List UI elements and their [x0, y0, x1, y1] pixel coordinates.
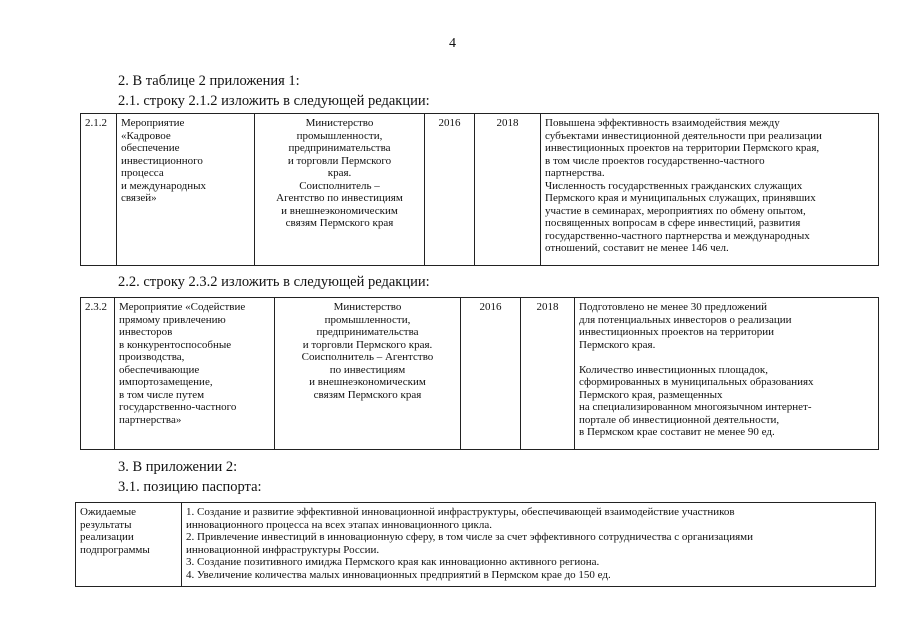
text-line: связей» [121, 192, 157, 204]
text-line: края. [327, 167, 352, 179]
section-3-heading: 3. В приложении 2: [118, 459, 238, 475]
text-line: подпрограммы [80, 543, 150, 556]
start-year-cell [425, 114, 475, 266]
text-line: в том числе проектов государственно-частного [545, 154, 765, 167]
row-number: 2.3.2 [85, 301, 107, 313]
end-year-cell [475, 114, 541, 266]
section-2-1-heading: 2.1. строку 2.1.2 изложить в следующей редакции: [118, 93, 430, 109]
text-line: предпринимательства [288, 142, 391, 154]
text-line: в конкурентоспособные [119, 338, 232, 351]
text-line: инновационной инфраструктуры России. [186, 543, 380, 556]
text-line: Пермского края. [579, 338, 656, 351]
text-line: Мероприятие «Содействие [119, 301, 246, 313]
text-line: Пермского края и муниципальных служащих, принявших [545, 192, 816, 204]
text-line: промышленности, [324, 313, 411, 326]
executor-cell [275, 298, 461, 450]
text-line: и торговли Пермского [287, 154, 392, 167]
text-line: Повышена эффективность взаимодействия между [545, 117, 780, 129]
text-line: предпринимательства [316, 326, 419, 338]
event-text [121, 117, 250, 205]
text-line: обеспечивающие [119, 363, 200, 376]
passport-result-item [186, 556, 871, 569]
text-line: и внешнеэкономическим [309, 376, 426, 388]
text-line: в Пермском крае составит не менее 90 ед. [579, 426, 775, 438]
text-line: инновационного процесса на всех этапах инновационного цикла. [186, 518, 493, 531]
text-line: связям Пермского края [313, 388, 422, 401]
text-line: государственно-частного партнерства и международных [545, 229, 810, 242]
text-line: инвестиционного [121, 154, 203, 167]
text-line: реализации [80, 531, 134, 543]
end-year: 2018 [496, 117, 519, 129]
end-year: 2018 [536, 301, 559, 313]
executor-cell [255, 114, 425, 266]
text-line: Министерство [305, 117, 374, 129]
text-line: и международных [121, 179, 207, 192]
event-text [119, 301, 270, 426]
section-2-heading: 2. В таблице 2 приложения 1: [118, 73, 300, 89]
text-line: Количество инвестиционных площадок, [579, 363, 769, 376]
section-2-2-heading: 2.2. строку 2.3.2 изложить в следующей редакции: [118, 274, 430, 290]
text-line: государственно-частного [119, 401, 237, 413]
text-line: процесса [121, 167, 164, 179]
executor-text [279, 301, 456, 401]
text-line: прямому привлечению [119, 313, 226, 326]
text-line: партнерства» [119, 413, 182, 426]
start-year: 2016 [479, 301, 502, 313]
executor-text [259, 117, 420, 230]
text-line: портале об инвестиционной деятельности, [579, 413, 780, 426]
text-line: производства, [119, 351, 185, 363]
text-line: Пермского края, размещенных [579, 388, 723, 401]
text-line: участие в семинарах, мероприятиях по обмену опытом, [545, 204, 806, 217]
passport-label-cell [76, 503, 182, 587]
passport-results-list [186, 506, 871, 581]
passport-result-item [186, 569, 871, 582]
text-line: инвестиционных проектов на территории Пермского края, [545, 142, 820, 154]
passport-position-table [75, 502, 876, 587]
text-line: Министерство [333, 301, 402, 313]
start-year-cell [461, 298, 521, 450]
result-cell [541, 114, 879, 266]
passport-result-item [186, 506, 871, 531]
text-line: Соисполнитель – [299, 179, 380, 192]
row-number-cell [81, 298, 115, 450]
start-year: 2016 [438, 117, 461, 129]
text-line: 2. Привлечение инвестиций в инновационную сферу, в том числе за счет эффективного сотрудничества с организациями [186, 531, 753, 543]
text-line: Соисполнитель – Агентство [301, 351, 434, 363]
text-line: Ожидаемые [80, 506, 137, 518]
page-number: 4 [449, 36, 456, 51]
passport-label [80, 506, 177, 556]
passport-results-cell [182, 503, 876, 587]
text-line [579, 351, 874, 364]
text-line: в том числе путем [119, 388, 205, 401]
text-line: 3. Создание позитивного имиджа Пермского края как инновационно активного региона. [186, 556, 600, 568]
table-row-2-3-2 [80, 297, 879, 450]
text-line: на специализированном многоязычном интернет- [579, 401, 812, 413]
text-line: субъектами инвестиционной деятельности при реализации [545, 129, 822, 142]
text-line: промышленности, [296, 129, 383, 142]
text-line: связям Пермского края [285, 217, 394, 229]
text-line: Подготовлено не менее 30 предложений [579, 301, 767, 313]
text-line: 4. Увеличение количества малых инновационных предприятий в Пермском крае до 150 ед. [186, 568, 611, 581]
text-line: результаты [80, 518, 132, 531]
result-cell [575, 298, 879, 450]
row-number: 2.1.2 [85, 117, 107, 129]
text-line: Численность государственных гражданских служащих [545, 179, 803, 192]
text-line: и торговли Пермского края. [302, 338, 433, 351]
text-line: импортозамещение, [119, 376, 213, 388]
text-line: «Кадровое [121, 129, 171, 142]
text-line: посвященных вопросам в сфере инвестиций, развития [545, 217, 801, 229]
text-line: Мероприятие [121, 117, 185, 129]
text-line: партнерства. [545, 167, 605, 179]
text-line: отношений, составит не менее 146 чел. [545, 242, 729, 254]
event-cell [115, 298, 275, 450]
text-line: инвестиционных проектов на территории [579, 326, 775, 338]
text-line: инвесторов [119, 326, 173, 338]
result-text [545, 117, 874, 255]
text-line: сформированных в муниципальных образованиях [579, 376, 814, 388]
text-line: и внешнеэкономическим [281, 204, 398, 217]
table-row-2-1-2 [80, 113, 879, 266]
text-line: обеспечение [121, 142, 180, 154]
result-text [579, 301, 874, 439]
row-number-cell [81, 114, 117, 266]
event-cell [117, 114, 255, 266]
section-3-1-heading: 3.1. позицию паспорта: [118, 479, 262, 495]
text-line: Агентство по инвестициям [276, 192, 403, 204]
text-line: 1. Создание и развитие эффективной инновационной инфраструктуры, обеспечивающей взаимодействие участников [186, 506, 735, 518]
passport-result-item [186, 531, 871, 556]
end-year-cell [521, 298, 575, 450]
text-line: для потенциальных инвесторов о реализации [579, 313, 792, 326]
text-line: по инвестициям [329, 363, 406, 376]
